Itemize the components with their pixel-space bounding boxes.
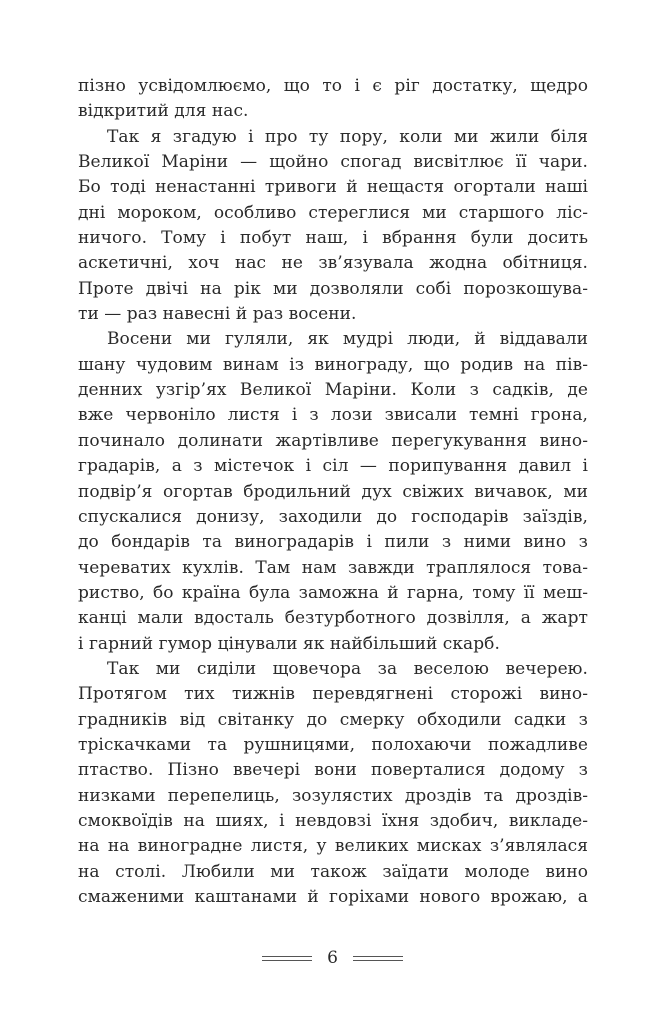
text-line: градарів, а з містечок і сіл — порипування давил і [78, 456, 588, 477]
paragraph [78, 74, 588, 125]
text-line: шану чудовим винам із винограду, що родив на пів- [78, 354, 588, 375]
paragraph [78, 327, 588, 656]
text-line: риство, бо країна була заможна й гарна, тому її меш- [78, 582, 588, 603]
text-line: смоквоїдів на шиях, і невдовзі їхня здобич, викладе- [78, 810, 588, 831]
text-line: градників від світанку до смерку обходили садки з [78, 709, 588, 730]
paragraph [78, 657, 588, 910]
page-number: 6 [327, 948, 338, 968]
text-line: Протягом тих тижнів перевдягнені сторожі вино- [78, 684, 588, 705]
text-line: подвір’я огортав бродильний дух свіжих вичавок, ми [78, 481, 588, 502]
page-body [78, 74, 588, 910]
text-line: тріскачками та рушницями, полохаючи пожадливе [78, 734, 588, 755]
text-line: пізно усвідомлюємо, що то і є ріг достатку, щедро [78, 76, 588, 96]
text-line: спускалися донизу, заходили до господарів заїздів, [78, 506, 588, 527]
text-line: Бо тоді ненастанні тривоги й нещастя огортали наші [78, 177, 588, 198]
text-line: Проте двічі на рік ми дозволяли собі порозкошува- [78, 278, 588, 299]
text-line: на столі. Любили ми також заїдати молоде вино [78, 861, 588, 882]
text-line: Великої Маріни — щойно спогад висвітлює її чари. [78, 152, 588, 173]
text-line: аскетичні, хоч нас не зв’язувала жодна обітниця. [78, 253, 588, 274]
text-line: дні мороком, особливо стереглися ми старшого ліс- [78, 202, 588, 223]
footer-rule-right [353, 956, 403, 961]
text-line: і гарний гумор цінували як найбільший скарб. [78, 633, 500, 654]
text-line: Так я згадую і про ту пору, коли ми жили біля [107, 126, 588, 147]
footer-rule-left [262, 956, 312, 961]
text-line: вже червоніло листя і з лози звисали темні грона, [78, 405, 588, 426]
paragraph [78, 125, 588, 328]
text-line: птаство. Пізно ввечері вони поверталися додому з [78, 760, 588, 781]
text-line: ти — раз навесні й раз восени. [78, 304, 357, 325]
text-line: ничого. Тому і побут наш, і вбрання були досить [78, 228, 588, 249]
text-line: канці мали вдосталь безтурботного дозвілля, а жарт [78, 608, 588, 629]
text-line: Так ми сиділи щовечора за веселою вечерею. [107, 658, 588, 679]
text-line: відкритий для нас. [78, 101, 249, 122]
text-line: денних узгір’ях Великої Маріни. Коли з садків, де [78, 380, 588, 401]
text-line: на на виноградне листя, у великих мисках з’являлася [78, 836, 588, 857]
text-line: череватих кухлів. Там нам завжди траплялося това- [78, 557, 588, 578]
text-line: Восени ми гуляли, як мудрі люди, й віддавали [107, 329, 588, 350]
text-line: починало долинати жартівливе перегукування вино- [78, 430, 588, 451]
text-line: до бондарів та виноградарів і пили з ними вино з [78, 532, 588, 553]
text-line: смаженими каштанами й горіхами нового врожаю, а [78, 887, 588, 907]
text-line: низками перепелиць, зозулястих дроздів та дроздів- [78, 785, 588, 806]
page-footer [0, 946, 665, 970]
